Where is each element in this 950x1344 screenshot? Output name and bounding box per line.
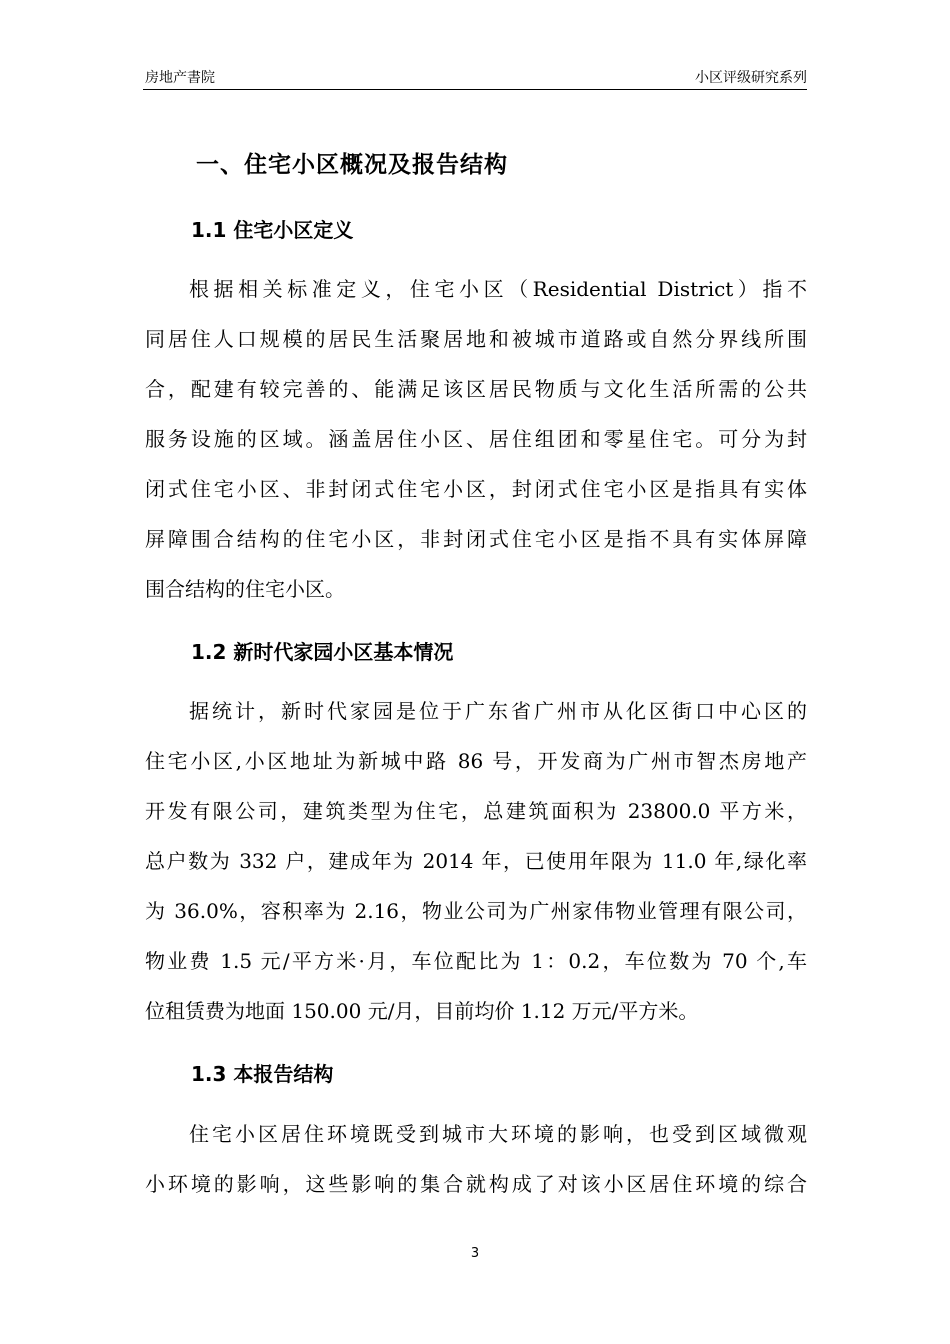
paragraph-line: 根据相关标准定义，住宅小区（Residential District）指不 [189, 277, 807, 301]
page-number: 3 [470, 1246, 480, 1261]
paragraph-line: 同居住人口规模的居民生活聚居地和被城市道路或自然分界线所围 [145, 327, 807, 351]
header-left: 房地产書院 [145, 70, 215, 86]
paragraph-line: 服务设施的区域。涵盖居住小区、居住组团和零星住宅。可分为封 [145, 427, 807, 451]
section-body-1-1 [145, 264, 807, 614]
paragraph-line: 物业费 1.5 元/平方米·月，车位配比为 1：0.2，车位数为 70 个,车 [145, 949, 807, 973]
paragraph-line: 合，配建有较完善的、能满足该区居民物质与文化生活所需的公共 [145, 377, 807, 401]
section-heading-1-1: 1.1 住宅小区定义 [191, 218, 354, 242]
section-heading-1-2: 1.2 新时代家园小区基本情况 [191, 640, 454, 664]
paragraph-line: 位租赁费为地面 150.00 元/月，目前均价 1.12 万元/平方米。 [145, 999, 699, 1023]
paragraph-line: 住宅小区,小区地址为新城中路 86 号，开发商为广州市智杰房地产 [145, 749, 807, 773]
paragraph-line: 小环境的影响，这些影响的集合就构成了对该小区居住环境的综合 [145, 1172, 807, 1196]
paragraph-line: 围合结构的住宅小区。 [145, 577, 345, 601]
section-body-1-2 [145, 686, 807, 1036]
paragraph-line: 为 36.0%，容积率为 2.16，物业公司为广州家伟物业管理有限公司， [145, 899, 807, 923]
paragraph-line: 据统计，新时代家园是位于广东省广州市从化区街口中心区的 [189, 699, 807, 723]
header-divider [143, 89, 807, 90]
paragraph-line: 屏障围合结构的住宅小区，非封闭式住宅小区是指不具有实体屏障 [145, 527, 807, 551]
header-right: 小区评级研究系列 [695, 70, 807, 86]
paragraph-line: 住宅小区居住环境既受到城市大环境的影响，也受到区域微观 [189, 1122, 807, 1146]
section-body-1-3 [145, 1109, 807, 1209]
paragraph-line: 闭式住宅小区、非封闭式住宅小区，封闭式住宅小区是指具有实体 [145, 477, 807, 501]
paragraph-line: 开发有限公司，建筑类型为住宅，总建筑面积为 23800.0 平方米， [145, 799, 807, 823]
chapter-title: 一、住宅小区概况及报告结构 [196, 152, 508, 178]
paragraph-line: 总户数为 332 户，建成年为 2014 年，已使用年限为 11.0 年,绿化率 [145, 849, 807, 873]
section-heading-1-3: 1.3 本报告结构 [191, 1062, 334, 1086]
